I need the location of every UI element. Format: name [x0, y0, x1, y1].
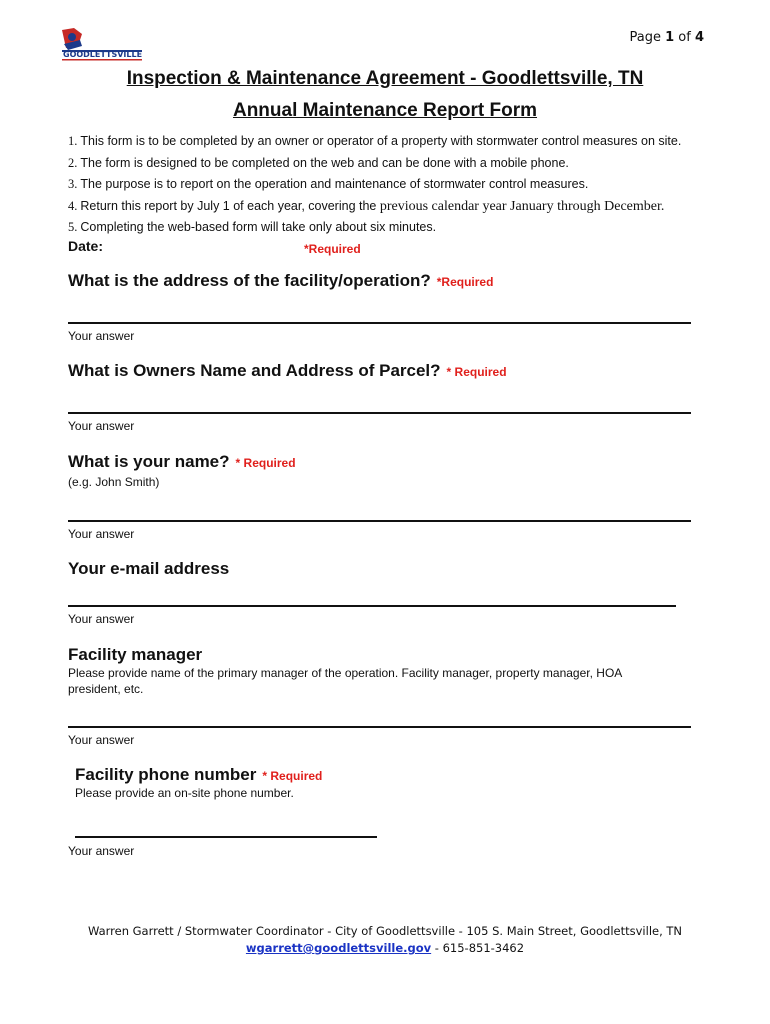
required-marker: * Required — [235, 456, 296, 470]
question-label: Your e-mail address — [68, 559, 230, 578]
question-facility-manager — [68, 645, 202, 665]
footer-email-phone — [0, 941, 770, 955]
help-text: Please provide an on-site phone number. — [75, 786, 294, 800]
required-marker: *Required — [436, 275, 494, 289]
question-your-name — [68, 452, 296, 472]
intro-item — [68, 131, 728, 153]
intro-item-number: 3. — [68, 177, 78, 191]
goodlettsville-logo — [60, 26, 142, 66]
date-required: *Required — [304, 242, 361, 256]
answer-hint: Your answer — [68, 844, 135, 858]
form-title: Inspection & Maintenance Agreement - Goodlettsville, TN — [126, 68, 644, 89]
date-label: Date: — [68, 238, 104, 254]
question-label: What is Owners Name and Address of Parcel? — [68, 361, 441, 380]
answer-hint: Your answer — [68, 419, 135, 433]
intro-item-text: Completing the web-based form will take only about six minutes. — [80, 220, 437, 234]
intro-item-text: The form is designed to be completed on the web and can be done with a mobile phone. — [80, 155, 569, 170]
intro-item-number: 4. — [68, 198, 78, 213]
intro-item — [68, 196, 728, 218]
intro-list — [68, 131, 728, 239]
owner-name-address-field[interactable] — [68, 412, 691, 414]
form-subtitle: Annual Maintenance Report Form — [232, 100, 538, 121]
your-name-field[interactable] — [68, 520, 691, 522]
page-of: of — [678, 30, 691, 45]
question-label: What is the address of the facility/operation? — [68, 271, 431, 290]
intro-item-number: 1. — [68, 134, 78, 148]
intro-item-number: 2. — [68, 155, 78, 170]
intro-item-number: 5. — [68, 220, 78, 234]
answer-hint: Your answer — [68, 527, 135, 541]
intro-item-text-serif: previous calendar year January through December. — [379, 198, 665, 214]
intro-item — [68, 174, 728, 196]
required-marker: * Required — [446, 365, 507, 379]
logo-text: GOODLETTSVILLE — [63, 50, 142, 59]
facility-manager-field[interactable] — [68, 726, 691, 728]
logo-graphic — [60, 26, 142, 66]
question-label: Facility manager — [68, 645, 203, 664]
question-owner-name-address — [68, 361, 507, 381]
answer-hint: Your answer — [68, 329, 135, 343]
facility-address-field[interactable] — [68, 322, 691, 324]
page-label: Page — [629, 30, 661, 45]
question-label: Facility phone number — [75, 765, 257, 784]
intro-item-text: Return this report by July 1 of each year, covering the — [80, 198, 380, 213]
answer-hint: Your answer — [68, 612, 135, 626]
help-text: (e.g. John Smith) — [68, 475, 160, 489]
intro-item — [68, 153, 728, 175]
email-field[interactable] — [68, 605, 676, 607]
page-current: 1 — [665, 30, 675, 45]
footer-contact: Warren Garrett / Stormwater Coordinator - City of Goodlettsville - 105 S. Main Street, Goodlettsville, TN — [87, 924, 683, 938]
intro-item — [68, 217, 728, 239]
page-total: 4 — [694, 30, 704, 45]
help-text: Please provide name of the primary manager of the operation. Facility manager, property manager, HOA president, etc. — [68, 666, 622, 696]
intro-item-text: This form is to be completed by an owner or operator of a property with stormwater control measures on site. — [80, 134, 682, 148]
question-email — [68, 559, 229, 579]
answer-hint: Your answer — [68, 733, 135, 747]
footer-phone: - 615-851-3462 — [431, 941, 525, 955]
page-number — [629, 30, 704, 45]
question-facility-address — [68, 271, 493, 291]
question-label: What is your name? — [68, 452, 230, 471]
required-marker: * Required — [262, 769, 323, 783]
question-facility-phone — [75, 765, 322, 785]
intro-item-text: The purpose is to report on the operation and maintenance of stormwater control measures. — [80, 177, 589, 191]
email-link[interactable]: wgarrett@goodlettsville.gov — [245, 941, 432, 955]
facility-phone-field[interactable] — [75, 836, 377, 838]
